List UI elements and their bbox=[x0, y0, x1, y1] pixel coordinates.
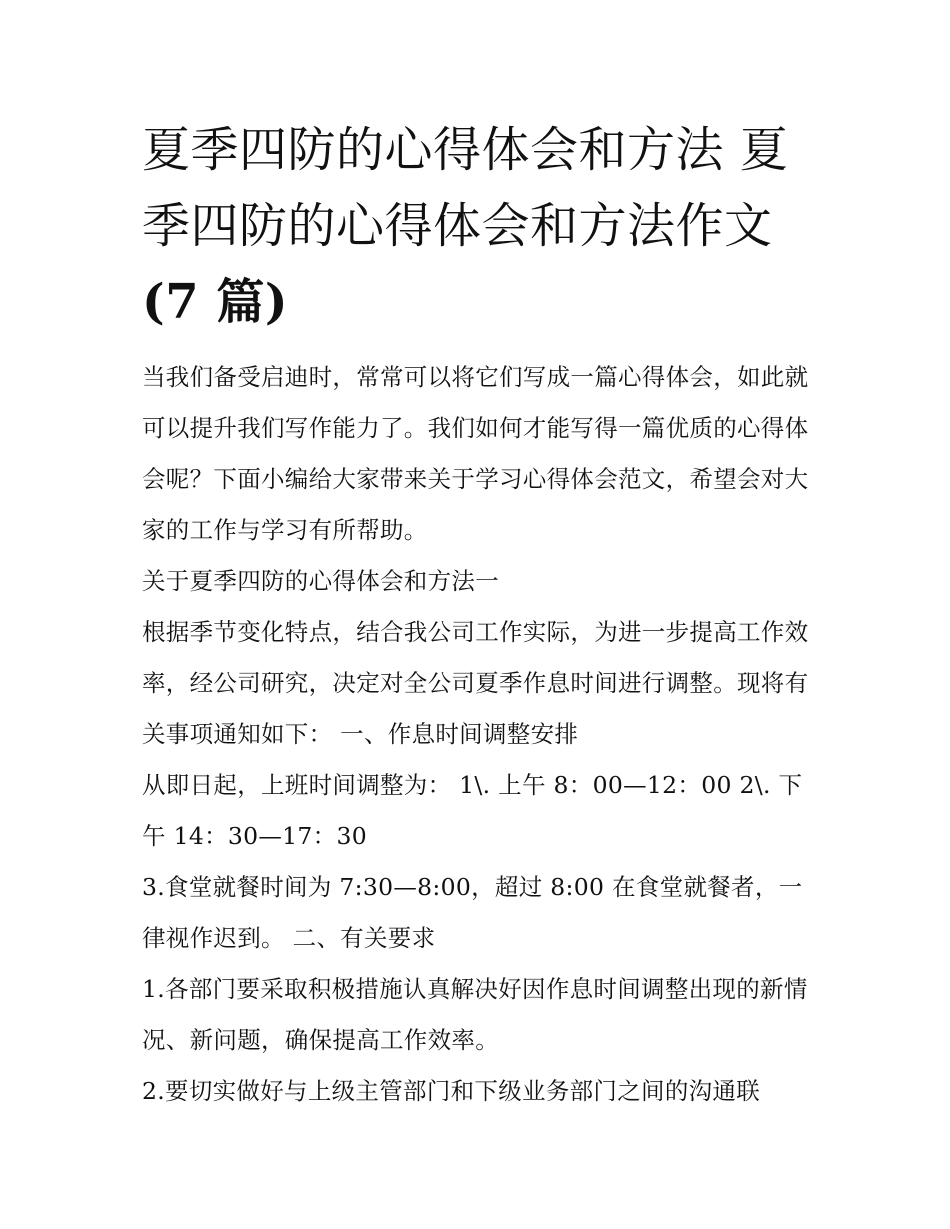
document-page bbox=[142, 112, 814, 1117]
work-hours-paragraph: 从即日起，上班时间调整为： 1\. 上午 8：00—12：00 2\. 下午 14：30—17：30 bbox=[142, 771, 803, 850]
dining-hours-paragraph: 3.食堂就餐时间为 7:30—8:00，超过 8:00 在食堂就餐者，一律视作迟到。 二、有关要求 bbox=[142, 873, 803, 952]
requirement-paragraph-2: 2.要切实做好与上级主管部门和下级业务部门之间的沟通联 bbox=[142, 1077, 761, 1105]
document-body bbox=[142, 352, 814, 1117]
section-heading: 关于夏季四防的心得体会和方法一 bbox=[142, 567, 499, 595]
title-count: (7 篇) bbox=[142, 274, 289, 330]
document-title bbox=[142, 112, 814, 340]
requirement-paragraph-1: 1.各部门要采取积极措施认真解决好因作息时间调整出现的新情况、新问题，确保提高工作效率。 bbox=[142, 975, 808, 1054]
title-main: 夏季四防的心得体会和方法 夏季四防的心得体会和方法作文 bbox=[142, 122, 789, 254]
intro-paragraph: 当我们备受启迪时，常常可以将它们写成一篇心得体会，如此就可以提升我们写作能力了。我们如何才能写得一篇优质的心得体会呢？下面小编给大家带来关于学习心得体会范文，希望会对大家的工作与学习有所帮助。 bbox=[142, 363, 809, 544]
notice-paragraph: 根据季节变化特点，结合我公司工作实际，为进一步提高工作效率，经公司研究，决定对全公司夏季作息时间进行调整。现将有关事项通知如下： 一、作息时间调整安排 bbox=[142, 618, 809, 748]
